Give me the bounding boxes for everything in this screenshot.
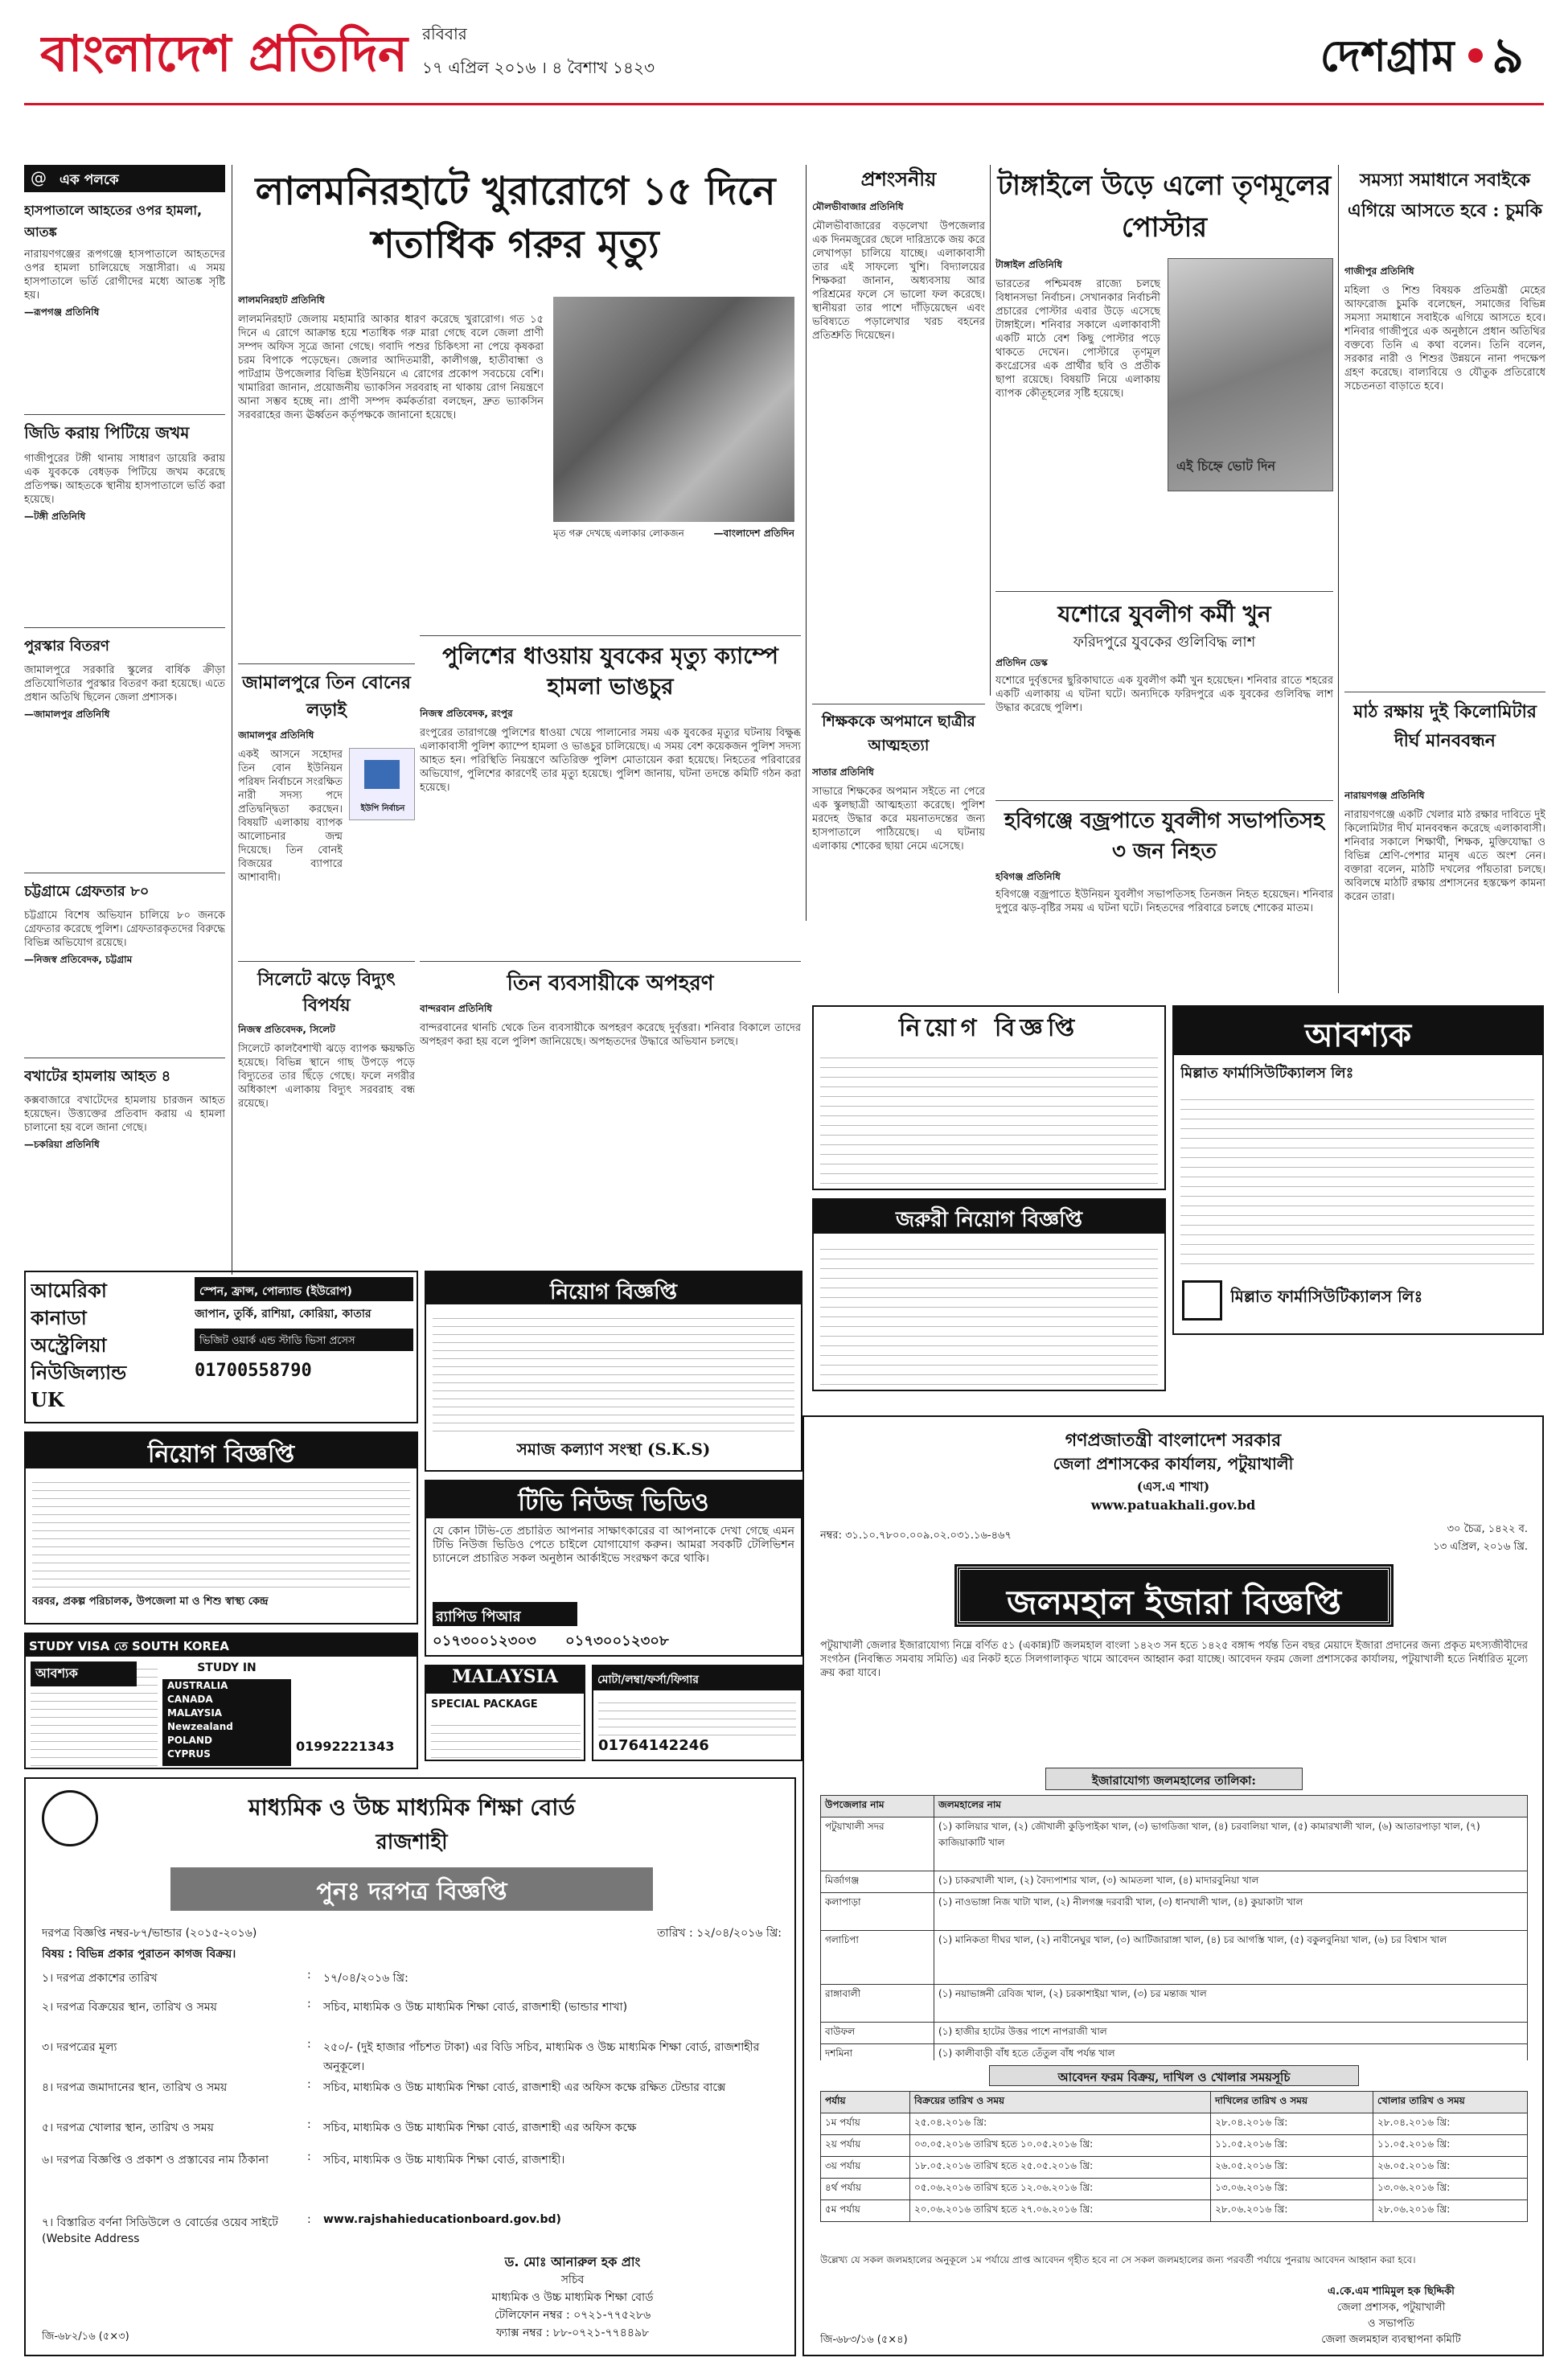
niyog-top-ad (812, 1005, 1166, 1190)
tv-news-text: যে কোন টিভি-তে প্রচারিত আপনার সাক্ষাৎকারের বা আপনাকে দেখা গেছে এমন টিভি নিউজ ভিডিও পেতে চাইলে যোগাযোগ করুন। আমরা সবকটি টেলিভিশন চ্যানেলে প্রচারিত সকল অনুষ্ঠান আর্কাইভে সংরক্ষণ করে থাকি। (433, 1525, 794, 1565)
board-ref: দরপত্র বিজ্ঞপ্তি নম্বর-৮৭/ভান্ডার (২০১৫-২০১৬) (42, 1927, 257, 1940)
tv-news-brand: র‍্যাপিড পিআর (433, 1602, 577, 1626)
board-row-key: ১। দরপত্র প্রকাশের তারিখ (42, 1972, 158, 1985)
marriage-title: মোটা/লম্বা/ফর্সা/ফিগার (593, 1666, 801, 1690)
pk-branch: (এস.এ শাখা) (1136, 1479, 1210, 1494)
habiganj-story (995, 800, 1333, 997)
board-signer-org: মাধ্যমিক ও উচ্চ মাধ্যমিক শিক্ষা বোর্ড (491, 2291, 654, 2304)
pk-signature (1254, 2284, 1528, 2353)
brief-item-head: জিডি করায় পিটিয়ে জখম (24, 423, 190, 442)
page-number: ৯ (1492, 26, 1525, 84)
board-row-value: www.rajshahieducationboard.gov.bd) (323, 2213, 561, 2226)
brief-item-text: জামালপুরে সরকারি স্কুলের বার্ষিক ক্রীড়া প্রতিযোগিতার পুরস্কার বিতরণ করা হয়েছে। এতে প্রধান অতিথি ছিলেন জেলা প্রশাসক। (24, 664, 225, 704)
table-header-row (821, 2092, 1528, 2113)
pk-signer-role: ও সভাপতি (1367, 2318, 1415, 2330)
urgent-jobs-lines (820, 1240, 1158, 1385)
board-row-key: ৭। বিস্তারিত বর্ণনা সিডিউলে ও বোর্ডের ওয়েব সাইটে (Website Address (42, 2216, 278, 2245)
lead-photo-caption (553, 527, 794, 559)
board-org: মাধ্যমিক ও উচ্চ মাধ্যমিক শিক্ষা বোর্ড (248, 1794, 575, 1821)
board-row-value: সচিব, মাধ্যমিক ও উচ্চ মাধ্যমিক শিক্ষা বোর্ড, রাজশাহী। (323, 2154, 565, 2167)
board-tender-ad (24, 1777, 796, 2356)
study-country: CYPRUS (167, 1748, 211, 1760)
table-header: দাখিলের তারিখ ও সময় (1211, 2092, 1373, 2113)
pk-gov: গণপ্রজাতন্ত্রী বাংলাদেশ সরকার (1065, 1430, 1282, 1451)
table-row (821, 2157, 1528, 2179)
table-row (821, 1817, 1528, 1871)
study-visa-title: STUDY VISA তে SOUTH KOREA (26, 1634, 417, 1657)
brief-item-head: চট্টগ্রামে গ্রেফতার ৮০ (24, 883, 150, 900)
column-rule (1338, 165, 1339, 993)
brief-item-text: চট্টগ্রামে বিশেষ অভিযান চালিয়ে ৮০ জনকে গ্রেফতার করেছে পুলিশ। গ্রেফতারকৃতদের বিরুদ্ধে বিভিন্ন অভিযোগ রয়েছে। (24, 910, 225, 949)
table-cell: গলাচিপা (821, 1931, 934, 1985)
table-cell: কলাপাড়া (821, 1893, 934, 1931)
table-row (821, 1893, 1528, 1931)
table-cell: ২য় পর্যায় (821, 2135, 910, 2157)
ad-asia-line: জাপান, তুর্কি, রাশিয়া, কোরিয়া, কাতার (195, 1308, 371, 1320)
pk-schedule-title: আবেদন ফরম বিক্রয়, দাখিল ও খোলার সময়সূচি (989, 2065, 1359, 2086)
lead-headline: লালমনিরহাটে খুরারোগে ১৫ দিনে শতাধিক গরুর মৃত্যু (255, 169, 776, 267)
table-header: জলমহালের নাম (934, 1796, 1528, 1817)
study-country: AUSTRALIA (167, 1680, 228, 1691)
habiganj-byline: হবিগঞ্জ প্রতিনিধি (995, 871, 1061, 882)
abosshok-ad (1172, 1005, 1544, 1335)
table-row (821, 2200, 1528, 2222)
table-cell: ৪র্থ পর্যায় (821, 2179, 910, 2200)
tangail-headline: টাঙ্গাইলে উড়ে এলো তৃণমূলের পোস্টার (997, 170, 1332, 244)
table-row (821, 2023, 1528, 2044)
board-row-value: সচিব, মাধ্যমিক ও উচ্চ মাধ্যমিক শিক্ষা বোর্ড, রাজশাহী এর অফিস কক্ষে (323, 2121, 637, 2134)
millat-logo-icon (1182, 1280, 1222, 1320)
study-in-label: STUDY IN (197, 1661, 257, 1674)
board-row-key: ৩। দরপত্রের মূল্য (42, 2041, 117, 2054)
field-text: নারায়ণগঞ্জে একটি খেলার মাঠ রক্ষার দাবিতে দুই কিলোমিটার দীর্ঘ মানববন্ধন করেছে এলাকাবাসী। শনিবার সকালে শিক্ষার্থী, শিক্ষক, মুক্তিযোদ্ধা ও বিভিন্ন শ্রেণি-পেশার মানুষ এতে অংশ নেন। বক্তারা বলেন, মাঠটি দখলের পাঁয়তারা চলছে। অবিলম্বে মাঠটি রক্ষায় প্রশাসনের হস্তক্ষেপ কামনা করেন তারা। (1344, 809, 1545, 903)
lead-story (238, 165, 801, 655)
board-subject: বিষয় : বিভিন্ন প্রকার পুরাতন কাগজ বিক্রয়। (42, 1948, 236, 1961)
jessore-story (995, 591, 1333, 792)
table-cell: ২৮.০৪.২০১৬ খ্রি: (1211, 2113, 1373, 2135)
table-cell: রাঙ্গাবালী (821, 1985, 934, 2023)
pk-code: জি-৬৮৩/১৬ (৫×৪) (820, 2334, 908, 2346)
lead-byline: লালমনিরহাট প্রতিনিধি (238, 294, 325, 306)
pk-signer-role: জেলা প্রশাসক, পটুয়াখালী (1336, 2302, 1446, 2314)
board-row-value: সচিব, মাধ্যমিক ও উচ্চ মাধ্যমিক শিক্ষা বোর্ড, রাজশাহী (ভান্ডার শাখা) (323, 2001, 628, 2014)
poster-text: এই চিহ্নে ভোট দিন (1176, 458, 1276, 474)
table-cell: ৩য় পর্যায় (821, 2157, 910, 2179)
tv-news-phone-1: ০১৭৩০০১২৩০৩ (433, 1633, 536, 1649)
patuakhali-tender-ad (802, 1415, 1544, 2356)
teacher-text: সাভারে শিক্ষকের অপমান সইতে না পেরে এক স্কুলছাত্রী আত্মহত্যা করেছে। পুলিশ মরদেহ উদ্ধার করে ময়নাতদন্তের জন্য হাসপাতালে পাঠিয়েছে। এ ঘটনায় এলাকায় শোকের ছায়া নেমে এসেছে। (812, 786, 985, 852)
brief-item-byline: —জামালপুর প্রতিনিধি (24, 709, 110, 720)
table-header-row (821, 1796, 1528, 1817)
praise-headline: প্রশংসনীয় (860, 167, 937, 191)
niyog-left-ad (24, 1431, 418, 1624)
ngo-jobs-ad (425, 1271, 802, 1472)
board-row-key: ৪। দরপত্র জমাদানের স্থান, তারিখ ও সময় (42, 2081, 228, 2094)
table-cell: (১) নয়াভাঙ্গনী রেবিজ খাল, (২) চরকাশাইয়া খাল, (৩) চর মন্তাজ খাল (934, 1985, 1528, 2023)
table-cell: ২৬.০৫.২০১৬ খ্রি: (1373, 2157, 1528, 2179)
habiganj-text: হবিগঞ্জে বজ্রপাতে ইউনিয়ন যুবলীগ সভাপতিসহ তিনজন নিহত হয়েছেন। শনিবার দুপুরে ঝড়-বৃষ্টির সময় এ ঘটনা ঘটে। নিহতদের পরিবারে চলছে শোকের মাতম। (995, 889, 1333, 914)
board-row-key: ৬। দরপত্র বিজ্ঞপ্তি ও প্রকাশ ও প্রস্তাবের নাম ঠিকানা (42, 2154, 269, 2167)
board-schedule (42, 1969, 782, 2210)
malaysia-lines (431, 1718, 581, 1758)
ballot-graphic (349, 748, 415, 820)
praise-byline: মৌলভীবাজার প্রতিনিধি (812, 201, 904, 212)
board-row: ১। দরপত্র প্রকাশের তারিখ : ১৭/০৪/২০১৬ খ্রি: (42, 1969, 782, 1998)
foreign-study-ad (24, 1271, 418, 1423)
praise-story (812, 165, 985, 696)
niyog-left-title: নিয়োগ বিজ্ঞপ্তি (26, 1433, 417, 1468)
table-cell: ২৮.০৬.২০১৬ খ্রি: (1373, 2200, 1528, 2222)
board-date: তারিখ : ১২/০৪/২০১৬ খ্রি: (657, 1927, 782, 1940)
board-row: ৪। দরপত্র জমাদানের স্থান, তারিখ ও সময় : সচিব, মাধ্যমিক ও উচ্চ মাধ্যমিক শিক্ষা বোর্ড, রাজশাহী এর অফিস কক্ষে রক্ষিত টেন্ডার বাক্সে (42, 2078, 782, 2118)
ngo-jobs-lines (433, 1311, 794, 1431)
table-cell: ১ম পর্যায় (821, 2113, 910, 2135)
masthead-rule (24, 103, 1544, 105)
tangail-byline: টাঙ্গাইল প্রতিনিধি (995, 259, 1062, 270)
urgent-jobs-ad (812, 1198, 1166, 1391)
pk-signer-role: জেলা জলমহাল ব্যবস্থাপনা কমিটি (1321, 2334, 1461, 2346)
board-signer: ড. মোঃ আনারুল হক প্রাং (504, 2254, 641, 2269)
brief-item-byline: —নিজস্ব প্রতিবেদক, চট্টগ্রাম (24, 954, 133, 965)
ballot-box-icon (364, 760, 400, 789)
ad-visa-banner: ভিজিট ওয়ার্ক এন্ড স্টাডি ভিসা প্রসেস (195, 1329, 413, 1351)
niyog-left-lines (32, 1475, 410, 1587)
brief-item (24, 200, 225, 401)
tangail-text: ভারতের পশ্চিমবঙ্গ রাজ্যে চলছে বিধানসভা নির্বাচন। সেখানকার নির্বাচনী প্রচারের পোস্টার এবার উড়ে এসেছে টাঙ্গাইলে। শনিবার সকালে এলাকাবাসী একটি মাঠে বেশ কিছু পোস্টার পড়ে থাকতে দেখেন। পোস্টারে তৃণমূল কংগ্রেসের এক প্রার্থীর ছবি ও প্রতীক ছাপা রয়েছে। বিষয়টি নিয়ে এলাকায় ব্যাপক কৌতূহলের সৃষ্টি হয়েছে। (995, 278, 1160, 400)
field-story (1344, 692, 1545, 997)
praise-text: মৌলভীবাজারের বড়লেখা উপজেলার এক দিনমজুরের ছেলে দারিদ্র্যকে জয় করে লেখাপড়া চালিয়ে যাচ্ছে। এলাকাবাসী তার এই সাফল্যে খুশি। বিদ্যালয়ের শিক্ষকরা জানান, অধ্যবসায় আর পরিশ্রমের ফলে সে ভালো ফল করেছে। স্থানীয়রা তার পাশে দাঁড়িয়েছেন এবং ভবিষ্যতে পড়ালেখার খরচ বহনের প্রতিশ্রুতি দিয়েছেন। (812, 220, 985, 342)
tv-news-phone (433, 1629, 794, 1653)
teacher-byline: সাতার প্রতিনিধি (812, 766, 874, 778)
table-cell: ১১.০৫.২০১৬ খ্রি: (1373, 2135, 1528, 2157)
table-row (821, 1871, 1528, 1893)
jamalpur-story (238, 663, 415, 953)
table-cell: ২৮.০৪.২০১৬ খ্রি: (1373, 2113, 1528, 2135)
ballot-label: ইউপি নির্বাচন (360, 804, 405, 813)
jessore-subhead: ফরিদপুরে যুবকের গুলিবিদ্ধ লাশ (1073, 634, 1256, 651)
caption-text: মৃত গরু দেখছে এলাকার লোকজন (553, 528, 684, 539)
table-cell: ২৫.০৪.২০১৬ খ্রি: (910, 2113, 1211, 2135)
pk-schedule-table (820, 2091, 1528, 2222)
column-rule (806, 165, 807, 921)
lead-photo (553, 297, 794, 522)
pk-list-table (820, 1795, 1528, 2060)
brief-item-text: নারায়ণগঞ্জের রূপগঞ্জে হাসপাতালে আহতদের ওপর হামলা চালিয়েছে সন্ত্রাসীরা। এ সময় হাসপাতালে ভর্তি রোগীদের মধ্যে আতঙ্ক সৃষ্টি হয়। (24, 248, 225, 302)
table-cell: (১) কালীবাড়ী বাঁধ হতে তেঁতুল বাঁধ পর্যন্ত খাল (934, 2044, 1528, 2061)
pk-schedule (820, 2091, 1528, 2252)
board-row-key: ২। দরপত্র বিক্রয়ের স্থান, তারিখ ও সময় (42, 2001, 217, 2014)
table-cell: ০৫.০৬.২০১৬ তারিখ হতে ১২.০৬.২০১৬ খ্রি: (910, 2179, 1211, 2200)
study-visa-phone: 01992221343 (296, 1739, 395, 1754)
brief-item-head: বখাটের হামলায় আহত ৪ (24, 1068, 171, 1085)
abosshok-title: আবশ্যক (1174, 1007, 1542, 1055)
pk-office: জেলা প্রশাসকের কার্যালয়, পটুয়াখালী (1053, 1454, 1294, 1473)
malaysia-ad (425, 1665, 585, 1761)
table-cell: ২৮.০৬.২০১৬ খ্রি: (1211, 2200, 1373, 2222)
table-cell: (১) চাকরখালী খাল, (২) বৈদ্যপাশার খাল, (৩) আমতলা খাল, (৪) মাদারবুনিয়া খাল (934, 1871, 1528, 1893)
board-seal-icon (42, 1790, 98, 1846)
police-byline: নিজস্ব প্রতিবেদক, রংপুর (420, 708, 513, 719)
study-country: Newzealand (167, 1721, 233, 1732)
ad-country: অস্ট্রেলিয়া (31, 1333, 107, 1357)
table-row (821, 1985, 1528, 2023)
table-cell: ১১.০৫.২০১৬ খ্রি: (1211, 2135, 1373, 2157)
brief-item-text: কক্সবাজারে বখাটেদের হামলায় চারজন আহত হয়েছেন। উত্ত্যক্তের প্রতিবাদ করায় এ হামলা চালানো হয় বলে জানা গেছে। (24, 1095, 225, 1134)
board-website: ৭। বিস্তারিত বর্ণনা সিডিউলে ও বোর্ডের ওয়েব সাইটে (Website Address : www.rajshahieducationboard.gov.bd) (42, 2213, 782, 2245)
table-row (821, 2113, 1528, 2135)
brief-item-byline: —চকরিয়া প্রতিনিধি (24, 1139, 100, 1150)
board-row: ২। দরপত্র বিক্রয়ের স্থান, তারিখ ও সময় : সচিব, মাধ্যমিক ও উচ্চ মাধ্যমিক শিক্ষা বোর্ড, রাজশাহী (ভান্ডার শাখা) (42, 1998, 782, 2038)
table-header: বিক্রয়ের তারিখ ও সময় (910, 2092, 1211, 2113)
board-city: রাজশাহী (376, 1830, 448, 1854)
brief-tag-label: এক পলকে (60, 172, 119, 188)
table-cell: ২০.০৬.২০১৬ তারিখ হতে ২৭.০৬.২০১৬ খ্রি: (910, 2200, 1211, 2222)
tv-news-phone-2: ০১৭৩০০১২৩০৮ (564, 1633, 669, 1649)
table-cell: পটুয়াখালী সদর (821, 1817, 934, 1871)
table-row (821, 2179, 1528, 2200)
caption-credit: —বাংলাদেশ প্রতিদিন (713, 528, 794, 539)
jessore-text: যশোরে দুর্বৃত্তদের ছুরিকাঘাতে এক যুবলীগ কর্মী খুন হয়েছেন। শনিবার রাতে শহরের একটি এলাকায় এ ঘটনা ঘটে। অন্যদিকে ফরিদপুরে এক যুবকের গুলিবিদ্ধ লাশ উদ্ধার করেছে পুলিশ। (995, 675, 1333, 714)
column-rule (990, 165, 991, 696)
spiral-icon: @ (31, 168, 47, 187)
ad-phone: 01700558790 (195, 1361, 312, 1381)
abosshok-lines (1180, 1090, 1534, 1267)
abduct-story (420, 961, 801, 1202)
table-header: খোলার তারিখ ও সময় (1373, 2092, 1528, 2113)
brief-item-byline: —রূপগঞ্জ প্রতিনিধি (24, 306, 100, 318)
table-header: উপজেলার নাম (821, 1796, 934, 1817)
abduct-headline: তিন ব্যবসায়ীকে অপহরণ (507, 971, 714, 996)
solve-text: মহিলা ও শিশু বিষয়ক প্রতিমন্ত্রী মেহের আফরোজ চুমকি বলেছেন, সমাজের বিভিন্ন সমস্যা সমাধানে সবাইকে এগিয়ে আসতে হবে। শনিবার গাজীপুরে এক অনুষ্ঠানে প্রধান অতিথির বক্তব্যে তিনি এ কথা বলেন। তিনি বলেন, সরকার নারী ও শিশুর উন্নয়নে নানা পদক্ষেপ গ্রহণ করেছে। বাল্যবিয়ে ও যৌতুক প্রতিরোধে সচেতনতা বাড়াতে হবে। (1344, 285, 1545, 392)
board-row-value: সচিব, মাধ্যমিক ও উচ্চ মাধ্যমিক শিক্ষা বোর্ড, রাজশাহী এর অফিস কক্ষে রক্ষিত টেন্ডার বাক্সে (323, 2081, 726, 2094)
niyog-top-lines (820, 1049, 1158, 1185)
board-row: ৬। দরপত্র বিজ্ঞপ্তি ও প্রকাশ ও প্রস্তাবের নাম ঠিকানা : সচিব, মাধ্যমিক ও উচ্চ মাধ্যমিক শিক্ষা বোর্ড, রাজশাহী। (42, 2150, 782, 2183)
field-headline: মাঠ রক্ষায় দুই কিলোমিটার দীর্ঘ মানববন্ধন (1353, 701, 1537, 751)
brief-item (24, 1058, 225, 1259)
field-byline: নারায়ণগঞ্জ প্রতিনিধি (1344, 790, 1425, 801)
police-headline: পুলিশের ধাওয়ায় যুবকের মৃত্যু ক্যাম্পে হামলা ভাঙচুর (442, 643, 778, 700)
board-signer-role: সচিব (560, 2273, 585, 2286)
pk-date-1: ৩০ চৈত্র, ১৪২২ ব. (1447, 1523, 1528, 1535)
ad-europe-line: স্পেন, ফ্রান্স, পোল্যান্ড (ইউরোপ) (195, 1277, 413, 1301)
study-countries (162, 1679, 291, 1766)
ad-country: UK (31, 1388, 64, 1411)
table-header: পর্যায় (821, 2092, 910, 2113)
tangail-poster-photo (1168, 258, 1333, 491)
teacher-story (812, 704, 985, 1001)
table-cell: মির্জাগঞ্জ (821, 1871, 934, 1893)
marriage-lines (598, 1695, 796, 1735)
board-row-value: ১৭/০৪/২০১৬ খ্রি: (323, 1972, 408, 1985)
ad-country: আমেরিকা (31, 1279, 107, 1302)
table-cell: দশমিনা (821, 2044, 934, 2061)
board-code: জি-৬৮২/১৬ (৫×৩) (42, 2331, 129, 2343)
masthead (0, 0, 1568, 158)
police-text: রংপুরের তারাগঞ্জে পুলিশের ধাওয়া খেয়ে পালানোর সময় এক যুবকের মৃত্যুর ঘটনায় বিক্ষুব্ধ এলাকাবাসী পুলিশ ক্যাম্পে হামলা ও ভাঙচুর চালিয়েছে। এ সময় বেশ কয়েকজন পুলিশ সদস্য আহত হন। পরিস্থিতি নিয়ন্ত্রণে অতিরিক্ত পুলিশ মোতায়েন করা হয়েছে। নিহতের পরিবারের অভিযোগ, পুলিশের কারণেই তার মৃত্যু হয়েছে। পুলিশ জানায়, ঘটনা তদন্তে কমিটি গঠন করা হয়েছে। (420, 727, 801, 794)
table-cell: ১৮.০৫.২০১৬ তারিখ হতে ২৫.০৫.২০১৬ খ্রি: (910, 2157, 1211, 2179)
pk-intro: পটুয়াখালী জেলার ইজারাযোগ্য নিম্নে বর্ণিত ৫১ (একান্ন)টি জলমহাল বাংলা ১৪২৩ সন হতে ১৪২৫ বঙ্গাব্দ পর্যন্ত তিন বছর মেয়াদে ইজারা প্রদানের জন্য প্রকৃত মৎস্যজীবীদের সংগঠন (নিবন্ধিত সমবায় সমিতি) এর নিকট হতে সিলগালাকৃত খামে আবেদন আহ্বান করা যাচ্ছে। আবেদন ফরম জেলা প্রশাসকের কার্যালয়, পটুয়াখালী হতে নির্ধারিত মূল্যে ক্রয় করা যাবে। (820, 1640, 1528, 1679)
abosshok-company: মিল্লাত ফার্মাসিউটিক্যালস লিঃ (1180, 1065, 1354, 1082)
pk-footnote: উল্লেখ্য যে সকল জলমহালের অনুকূলে ১ম পর্যায়ে প্রাপ্ত আবেদন গৃহীত হবে না সে সকল জলমহালের জন্য পরবর্তী পর্যায়ে পুনরায় আবেদন আহ্বান করা হবে। (820, 2254, 1416, 2265)
lead-text: লালমনিরহাট জেলায় মহামারি আকার ধারণ করেছে খুরারোগ। গত ১৫ দিনে এ রোগে আক্রান্ত হয়ে শতাধিক গরু মারা গেছে বলে জেলা প্রাণী সম্পদ অফিস সূত্রে জানা গেছে। গবাদি পশুর চিকিৎসা না পেয়ে কৃষকরা চরম বিপাকে পড়েছেন। জেলার আদিতমারী, কালীগঞ্জ, হাতীবান্ধা ও পাটগ্রাম উপজেলার বিভিন্ন ইউনিয়নে এ রোগের প্রকোপ সবচেয়ে বেশি। খামারিরা জানান, প্রয়োজনীয় ভ্যাকসিন সরবরাহ না থাকায় রোগ নিয়ন্ত্রণে আনা সম্ভব হচ্ছে না। প্রাণী সম্পদ কর্মকর্তারা বলছেন, দ্রুত ভ্যাকসিন সরবরাহের জন্য ঊর্ধ্বতন কর্তৃপক্ষকে জানানো হয়েছে। (238, 314, 544, 421)
pk-signer: এ.কে.এম শামিমুল হক ছিদ্দিকী (1328, 2286, 1455, 2298)
pk-title: জলমহাল ইজারা বিজ্ঞপ্তি (957, 1567, 1391, 1624)
paper-name: বাংলাদেশ প্রতিদিন (40, 24, 408, 83)
abduct-text: বান্দরবানের থানচি থেকে তিন ব্যবসায়ীকে অপহরণ করেছে দুর্বৃত্তরা। শনিবার বিকালে তাদের অপহরণ করা হয় বলে পুলিশ জানিয়েছে। অপহৃতদের উদ্ধারে অভিযান চলছে। (420, 1022, 801, 1048)
tv-news-title: টিভি নিউজ ভিডিও (426, 1481, 801, 1518)
table-cell: ১৩.০৬.২০১৬ খ্রি: (1211, 2179, 1373, 2200)
table-cell: (১) মানিকতা দীঘর খাল, (২) নাবীনেঘুর খাল, (৩) আটিজারাঙ্গা খাল, (৪) চর আগস্তি খাল, (৫) বকুলবুনিয়া খাল, (৬) চর বিশ্বাস খাল (934, 1931, 1528, 1985)
police-story (420, 635, 801, 953)
tangail-story (995, 165, 1333, 583)
abosshok-small-title: আবশ্যক (31, 1661, 137, 1686)
sylhet-text: সিলেটে কালবৈশাখী ঝড়ে ব্যাপক ক্ষয়ক্ষতি হয়েছে। বিভিন্ন স্থানে গাছ উপড়ে পড়ে বিদ্যুতের তার ছিঁড়ে গেছে। ফলে নগরীর অধিকাংশ এলাকায় বিদ্যুৎ সরবরাহ বন্ধ রয়েছে। (238, 1043, 415, 1110)
marriage-ad (592, 1665, 802, 1761)
table-cell: ২৬.০৫.২০১৬ খ্রি: (1211, 2157, 1373, 2179)
table-cell: ০৩.০৫.২০১৬ তারিখ হতে ১০.০৫.২০১৬ খ্রি: (910, 2135, 1211, 2157)
board-row-value: ২৫০/- (দুই হাজার পাঁচশত টাকা) এর বিডি সচিব, মাধ্যমিক ও উচ্চ মাধ্যমিক শিক্ষা বোর্ড, রাজশাহীর অনুকূলে। (323, 2041, 760, 2073)
solve-headline: সমস্যা সমাধানে সবাইকে এগিয়ে আসতে হবে : চুমকি (1348, 170, 1542, 221)
niyog-top-title: নিয়োগ বিজ্ঞপ্তি (898, 1014, 1080, 1042)
board-phone: টেলিফোন নম্বর : ০৭২১-৭৭৫২৮৬ (494, 2309, 651, 2322)
abduct-byline: বান্দরবান প্রতিনিধি (420, 1003, 493, 1014)
ngo-jobs-org: সমাজ কল্যাণ সংস্থা (S.K.S) (516, 1440, 711, 1459)
ad-country: কানাডা (31, 1306, 87, 1329)
urgent-jobs-title: জরুরী নিয়োগ বিজ্ঞপ্তি (814, 1200, 1164, 1234)
pk-jalmohal-table (820, 1795, 1528, 2060)
brief-item (24, 873, 225, 1049)
study-country: CANADA (167, 1694, 213, 1705)
issue-day: রবিবার (422, 24, 467, 43)
teacher-headline: শিক্ষককে অপমানে ছাত্রীর আত্মহত্যা (822, 713, 975, 754)
board-row-key: ৫। দরপত্র খোলার স্থান, তারিখ ও সময় (42, 2121, 214, 2134)
pk-date-2: ১৩ এপ্রিল, ২০১৬ খ্রি. (1433, 1541, 1528, 1553)
tv-news-ad (425, 1480, 802, 1657)
sylhet-byline: নিজস্ব প্রতিবেদক, সিলেট (238, 1024, 335, 1035)
table-row (821, 2135, 1528, 2157)
board-signature (363, 2253, 782, 2342)
brief-item (24, 414, 225, 615)
solve-byline: গাজীপুর প্রতিনিধি (1344, 265, 1414, 277)
study-visa-left (31, 1661, 158, 1766)
section-dot (1468, 48, 1483, 63)
jamalpur-text: একই আসনে সহোদর তিন বোন ইউনিয়ন পরিষদ নির্বাচনে সংরক্ষিত নারী সদস্য পদে প্রতিদ্বন্দ্বিতা করছেন। বিষয়টি এলাকায় ব্যাপক আলোচনার জন্ম দিয়েছে। তিন বোনই বিজয়ের ব্যাপারে আশাবাদী। (238, 749, 343, 884)
table-cell: (১) কালিয়ার খাল, (২) জৌখালী কুড়িপাইকা খাল, (৩) ভাগডিজা খাল, (৪) চরবালিয়া খাল, (৫) কামারখালী খাল, (৬) আতারপাড়া খাল, (৭) কাজিয়াকাটি খাল (934, 1817, 1528, 1871)
solve-story (1344, 165, 1545, 680)
jamalpur-headline: জামালপুরে তিন বোনের লড়াই (242, 672, 411, 721)
board-fax: ফ্যাক্স নম্বর : ৮৮-০৭২১-৭৭৪৪৯৮ (495, 2327, 650, 2339)
brief-item (24, 627, 225, 860)
brief-column (24, 165, 225, 1275)
pk-memo: নম্বর: ৩১.১০.৭৮০০.০০৯.০২.০৩১.১৬-৪৬৭ (820, 1530, 1012, 1542)
table-cell: ১৩.০৬.২০১৬ খ্রি: (1373, 2179, 1528, 2200)
table-cell: বাউফল (821, 2023, 934, 2044)
sylhet-headline: সিলেটে ঝড়ে বিদ্যুৎ বিপর্যয় (257, 969, 396, 1016)
brief-tag (24, 165, 225, 192)
table-cell: (১) নাওভাঙ্গা নিজ খাটা খাল, (২) নীলগঞ্জ দরবারী খাল, (৩) ধানখালী খাল, (৪) কুয়াকাটা খাল (934, 1893, 1528, 1931)
jessore-headline: যশোরে যুবলীগ কর্মী খুন (1057, 601, 1271, 627)
brief-item-byline: —টঙ্গী প্রতিনিধি (24, 511, 86, 522)
pk-list-title: ইজারাযোগ্য জলমহালের তালিকা: (1045, 1768, 1303, 1790)
table-cell: (১) হাজীর হাটের উত্তর পাশে নাপরাজী খাল (934, 2023, 1528, 2044)
section-name: দেশগ্রাম (1320, 30, 1455, 81)
table-row (821, 1931, 1528, 1985)
pk-web: www.patuakhali.gov.bd (1090, 1497, 1256, 1513)
study-country: POLAND (167, 1735, 212, 1746)
malaysia-subtitle: SPECIAL PACKAGE (431, 1698, 538, 1711)
study-country: MALAYSIA (167, 1707, 223, 1719)
marriage-phone: 01764142246 (598, 1737, 709, 1754)
board-row: ৩। দরপত্রের মূল্য : ২৫০/- (দুই হাজার পাঁচশত টাকা) এর বিডি সচিব, মাধ্যমিক ও উচ্চ মাধ্যমিক শিক্ষা বোর্ড, রাজশাহীর অনুকূলে। (42, 2038, 782, 2078)
issue-date: ১৭ এপ্রিল ২০১৬ । ৪ বৈশাখ ১৪২৩ (422, 58, 655, 77)
brief-item-head: হাসপাতালে আহতের ওপর হামলা, আতঙ্ক (24, 203, 203, 240)
sylhet-story (238, 961, 415, 1202)
study-visa-ad (24, 1633, 418, 1769)
jamalpur-byline: জামালপুর প্রতিনিধি (238, 729, 314, 741)
brief-item-head: পুরস্কার বিতরণ (24, 638, 109, 655)
board-tender-title: পুনঃ দরপত্র বিজ্ঞপ্তি (170, 1867, 653, 1911)
brief-item-text: গাজীপুরের টঙ্গী থানায় সাধারণ ডায়েরি করায় এক যুবককে বেধড়ক পিটিয়ে জখম করেছে প্রতিপক্ষ। আহতকে স্থানীয় হাসপাতালে ভর্তি করা হয়েছে। (24, 453, 225, 506)
ad-country: নিউজিল্যান্ড (31, 1361, 127, 1384)
table-cell: ৫ম পর্যায় (821, 2200, 910, 2222)
ngo-jobs-title: নিয়োগ বিজ্ঞপ্তি (426, 1272, 801, 1304)
niyog-left-footer: বরবর, প্রকল্প পরিচালক, উপজেলা মা ও শিশু স্বাস্থ্য কেন্দ্র (32, 1596, 269, 1608)
malaysia-title: MALAYSIA (426, 1666, 584, 1694)
board-row: ৫। দরপত্র খোলার স্থান, তারিখ ও সময় : সচিব, মাধ্যমিক ও উচ্চ মাধ্যমিক শিক্ষা বোর্ড, রাজশাহী এর অফিস কক্ষে (42, 2118, 782, 2150)
jessore-byline: প্রতিদিন ডেস্ক (995, 657, 1048, 668)
table-row (821, 2044, 1528, 2061)
abosshok-footer: মিল্লাত ফার্মাসিউটিক্যালস লিঃ (1230, 1287, 1423, 1306)
habiganj-headline: হবিগঞ্জে বজ্রপাতে যুবলীগ সভাপতিসহ ৩ জন নিহত (1004, 809, 1324, 864)
ad-country-list (31, 1277, 191, 1420)
